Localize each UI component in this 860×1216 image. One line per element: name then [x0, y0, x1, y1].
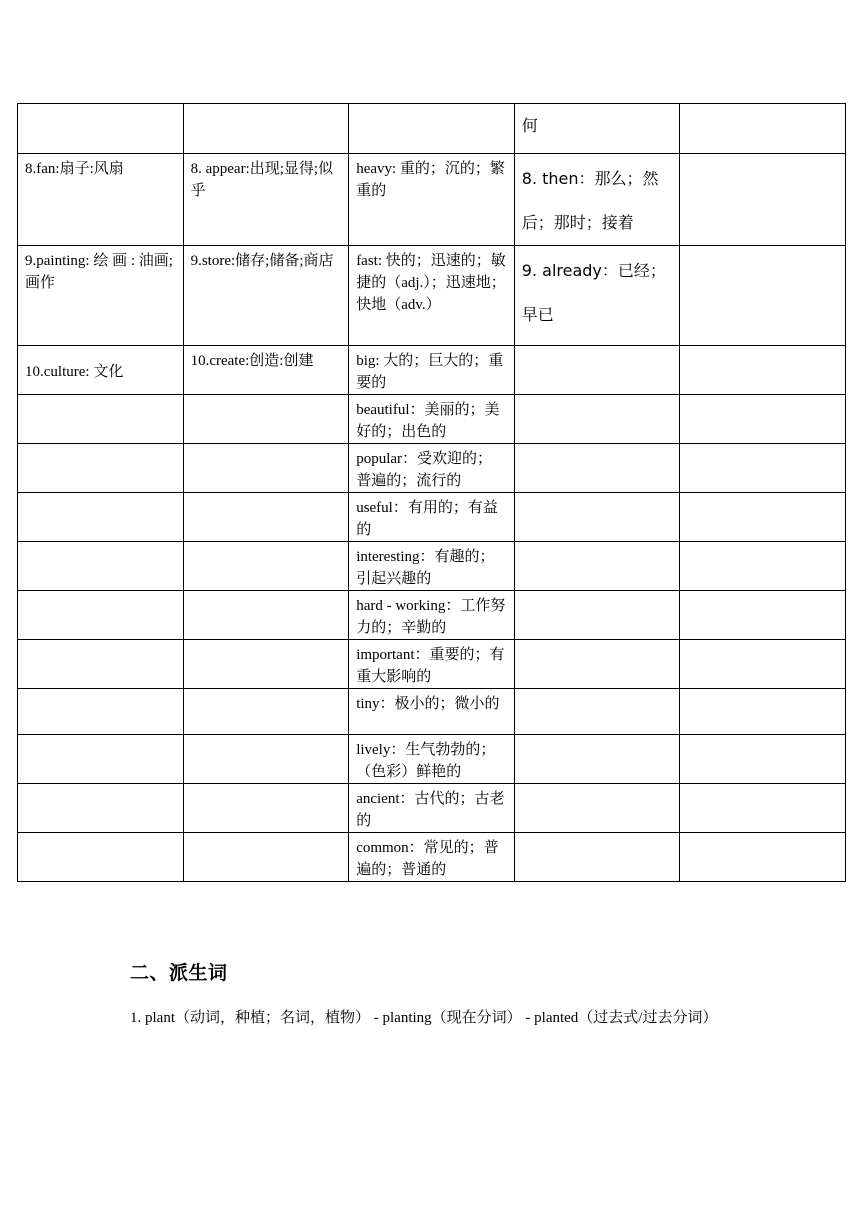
table-row: [18, 591, 846, 640]
table-cell: 8. appear:出现;显得;似乎: [183, 154, 349, 246]
table-cell: [18, 784, 184, 833]
table-cell: [680, 246, 846, 346]
table-cell: [183, 833, 349, 882]
table-row: [18, 542, 846, 591]
table-cell: [680, 591, 846, 640]
table-row: [18, 784, 846, 833]
table-row: [18, 735, 846, 784]
table-cell: [680, 395, 846, 444]
derivative-entry: 1. plant（动词，种植；名词，植物） - planting（现在分词） - planted（过去式/过去分词）: [130, 1010, 718, 1026]
table-cell: [680, 784, 846, 833]
table-cell: common：常见的；普遍的；普通的: [349, 833, 515, 882]
table-cell: [183, 542, 349, 591]
table-row: [18, 493, 846, 542]
table-cell: [183, 640, 349, 689]
table-cell: [680, 542, 846, 591]
table-cell: [680, 735, 846, 784]
table-cell: [680, 833, 846, 882]
table-cell: [514, 395, 680, 444]
table-cell: [680, 154, 846, 246]
table-cell: [680, 689, 846, 735]
table-cell: [18, 833, 184, 882]
table-cell: interesting：有趣的；引起兴趣的: [349, 542, 515, 591]
table-cell: lively：生气勃勃的；（色彩）鲜艳的: [349, 735, 515, 784]
table-cell: 9.store:储存;储备;商店: [183, 246, 349, 346]
table-cell: [183, 784, 349, 833]
table-row: [18, 395, 846, 444]
table-cell: [183, 104, 349, 154]
table-cell: [18, 104, 184, 154]
table-row: [18, 640, 846, 689]
table-cell: [680, 444, 846, 493]
table-row: [18, 104, 846, 154]
table-cell: 何: [514, 104, 680, 154]
table-cell: [183, 689, 349, 735]
table-cell: [514, 346, 680, 395]
table-cell: useful：有用的；有益的: [349, 493, 515, 542]
table-cell: 8.fan:扇子:风扇: [18, 154, 184, 246]
table-cell: [18, 591, 184, 640]
table-cell: fast: 快的；迅速的；敏捷的（adj.）；迅速地；快地（adv.）: [349, 246, 515, 346]
table-cell: 10.create:创造:创建: [183, 346, 349, 395]
table-cell: popular：受欢迎的；普遍的；流行的: [349, 444, 515, 493]
table-cell: [514, 784, 680, 833]
table-row: [18, 444, 846, 493]
table-cell: [514, 689, 680, 735]
table-cell: [514, 542, 680, 591]
table-cell: [18, 395, 184, 444]
table-cell: important：重要的；有重大影响的: [349, 640, 515, 689]
table-cell: tiny：极小的；微小的: [349, 689, 515, 735]
table-cell: [18, 735, 184, 784]
table-row: [18, 246, 846, 346]
table-cell: big: 大的；巨大的；重要的: [349, 346, 515, 395]
table-cell: [680, 493, 846, 542]
table-cell: 9. already：已经；早已: [514, 246, 680, 346]
table-cell: [183, 444, 349, 493]
table-cell: [514, 591, 680, 640]
table-cell: [514, 493, 680, 542]
table-cell: heavy: 重的；沉的；繁重的: [349, 154, 515, 246]
table-cell: 8. then：那么；然后；那时；接着: [514, 154, 680, 246]
table-cell: [680, 104, 846, 154]
table-cell: [183, 395, 349, 444]
table-cell: [18, 542, 184, 591]
table-cell: [514, 444, 680, 493]
section-heading: 二、派生词: [130, 962, 228, 984]
table-row: [18, 154, 846, 246]
table-cell: [183, 493, 349, 542]
table-cell: [18, 689, 184, 735]
table-row: [18, 689, 846, 735]
table-cell: [18, 444, 184, 493]
table-cell: [680, 346, 846, 395]
table-row: [18, 833, 846, 882]
vocabulary-table: [17, 103, 846, 882]
table-cell: [680, 640, 846, 689]
table-cell: [183, 591, 349, 640]
table-cell: hard - working：工作努力的；辛勤的: [349, 591, 515, 640]
table-cell: [18, 640, 184, 689]
table-cell: [349, 104, 515, 154]
table-cell: ancient：古代的；古老的: [349, 784, 515, 833]
table-row: [18, 346, 846, 395]
table-cell: [514, 640, 680, 689]
table-cell: [514, 735, 680, 784]
table-cell: [183, 735, 349, 784]
table-cell: 9.painting: 绘 画 : 油画;画作: [18, 246, 184, 346]
table-cell: [18, 493, 184, 542]
table-cell: 10.culture: 文化: [18, 346, 184, 395]
table-cell: beautiful：美丽的；美好的；出色的: [349, 395, 515, 444]
table-cell: [514, 833, 680, 882]
